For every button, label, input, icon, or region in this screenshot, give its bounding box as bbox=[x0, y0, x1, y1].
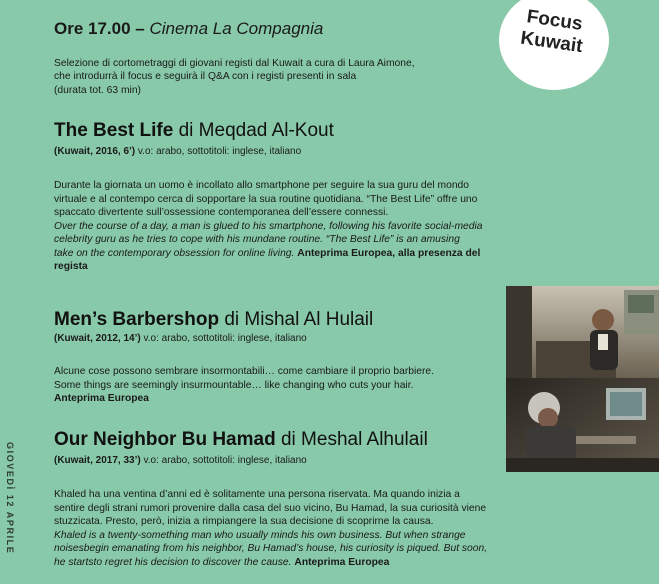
film-title-text: Our Neighbor Bu Hamad bbox=[54, 429, 276, 450]
session-time: Ore 17.00 bbox=[54, 19, 131, 38]
session-separator: – bbox=[130, 19, 150, 38]
desc-line-en bbox=[54, 556, 554, 570]
film-title-text: The Best Life bbox=[54, 120, 174, 141]
session-venue: Cinema La Compagnia bbox=[149, 19, 324, 38]
intro-line: (durata tot. 63 min) bbox=[54, 84, 141, 96]
desc-line-it: virtuale e al contempo cerca di sopportare la sua routine quotidiana. “The Best Life” offre uno bbox=[54, 193, 478, 205]
film-stills-illustration bbox=[506, 286, 659, 472]
film-description bbox=[54, 488, 554, 569]
desc-line-en: celebrity guru as he tries to cope with his mundane routine. “The Best Life” is an amusing bbox=[54, 234, 460, 245]
desc-line-it: spaccato divertente sull’ossessione contemporanea dell’essere connessi. bbox=[54, 207, 389, 218]
desc-line-en: Some things are seemingly insurmountable… like changing who cuts your hair. bbox=[54, 379, 414, 391]
intro-text bbox=[54, 57, 494, 97]
film-meta-bold: (Kuwait, 2017, 33’) bbox=[54, 455, 141, 466]
film-title-mens-barbershop bbox=[54, 309, 373, 331]
desc-line-it: stuzzicata. Presto, però, inizia a rimpiangere la sua decisione di scoprirne la causa. bbox=[54, 516, 434, 527]
intro-line: Selezione di cortometraggi di giovani registi dal Kuwait a cura di Laura Aimone, bbox=[54, 58, 415, 69]
film-description bbox=[54, 179, 554, 274]
desc-text: take on the contemporary obsession for online living. bbox=[54, 247, 295, 259]
desc-line-en: Over the course of a day, a man is glued to his smartphone, following his favorite social-media bbox=[54, 220, 483, 232]
film-title-our-neighbor bbox=[54, 429, 428, 451]
desc-text: he startsto regret his decision to discover the cause. bbox=[54, 556, 292, 568]
film-title-best-life bbox=[54, 120, 334, 142]
session-heading bbox=[54, 19, 323, 39]
focus-label-line1: Focus bbox=[525, 6, 584, 35]
film-director: Meqdad Al-Kout bbox=[198, 120, 334, 141]
side-date-label: GIOVEDÌ 12 APRILE bbox=[5, 442, 15, 555]
film-meta-rest: v.o: arabo, sottotitoli: inglese, italiano bbox=[140, 455, 307, 466]
film-meta-rest: v.o: arabo, sottotitoli: inglese, italiano bbox=[135, 146, 302, 157]
desc-line-it: Alcune cose possono sembrare insormontabili… come cambiare il proprio barbiere. bbox=[54, 366, 435, 377]
film-title-text: Men’s Barbershop bbox=[54, 309, 220, 330]
film-meta-rest: v.o: arabo, sottotitoli: inglese, italiano bbox=[140, 333, 307, 344]
film-director: Mishal Al Hulail bbox=[244, 309, 374, 330]
premiere-note: Anteprima Europea, alla presenza del bbox=[297, 247, 481, 259]
desc-line-it: sentire degli strani rumori provenire dalla casa del suo vicino, Bu Hamad, la sua curiosità viene bbox=[54, 502, 487, 514]
film-director: Meshal Alhulail bbox=[301, 429, 428, 450]
focus-label-line2: Kuwait bbox=[519, 27, 584, 58]
intro-line: che introdurrà il focus e seguirà il Q&A con i registi presenti in sala bbox=[54, 71, 357, 83]
desc-line-it: Khaled ha una ventina d’anni ed è solitamente una persona riservata. Ma quando inizia a bbox=[54, 489, 460, 500]
film-meta bbox=[54, 146, 301, 157]
film-by: di bbox=[173, 120, 199, 141]
desc-line-en: noisesbegin emanating from his neighbor, Bu Hamad’s house, his curiosity is piqued. But soon, bbox=[54, 543, 488, 554]
film-by: di bbox=[275, 429, 302, 450]
film-meta bbox=[54, 455, 307, 466]
film-meta bbox=[54, 333, 307, 344]
film-by: di bbox=[219, 309, 245, 330]
desc-line-en bbox=[54, 247, 554, 261]
desc-line-en: Khaled is a twenty-something man who usually minds his own business. But when strange bbox=[54, 529, 466, 541]
premiere-note-cont: regista bbox=[54, 261, 88, 272]
film-meta-bold: (Kuwait, 2012, 14’) bbox=[54, 333, 141, 344]
film-stills-photo bbox=[506, 286, 659, 472]
premiere-note: Anteprima Europea bbox=[54, 393, 149, 404]
premiere-note: Anteprima Europea bbox=[294, 556, 390, 568]
desc-line-it: Durante la giornata un uomo è incollato allo smartphone per seguire la sua guru del mondo bbox=[54, 180, 469, 191]
film-description bbox=[54, 365, 499, 406]
focus-kuwait-label bbox=[517, 6, 588, 59]
film-meta-bold: (Kuwait, 2016, 6’) bbox=[54, 146, 136, 157]
